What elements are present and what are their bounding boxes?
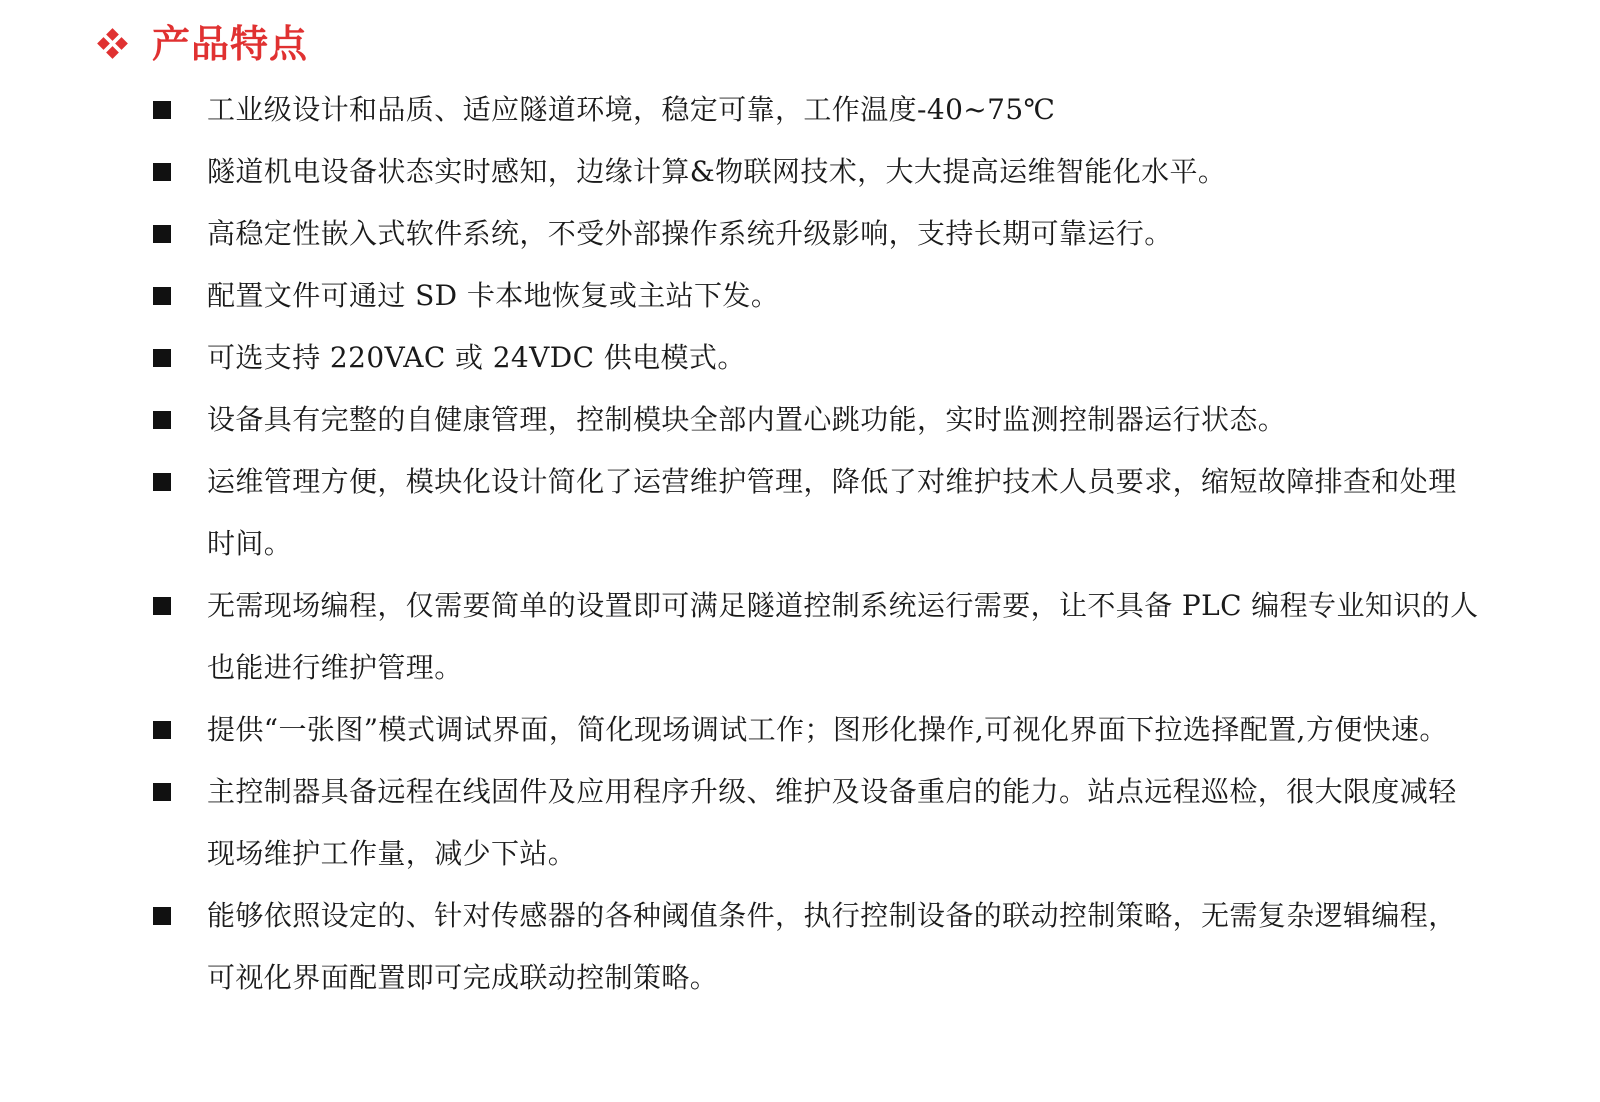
section-title: 产品特点 [152,22,309,66]
square-bullet-icon [153,411,171,429]
four-diamond-bullet-icon [96,27,130,61]
feature-item [150,265,1480,327]
feature-item [150,451,1480,575]
feature-item [150,203,1480,265]
feature-item [150,79,1480,141]
feature-text: 运维管理方便，模块化设计简化了运营维护管理，降低了对维护技术人员要求，缩短故障排查和处理时间。 [207,465,1457,560]
feature-item [150,141,1480,203]
square-bullet-icon [153,163,171,181]
square-bullet-icon [153,907,171,925]
feature-text: 隧道机电设备状态实时感知，边缘计算&物联网技术，大大提高运维智能化水平。 [207,155,1227,188]
square-bullet-icon [153,783,171,801]
feature-text: 提供“一张图”模式调试界面，简化现场调试工作；图形化操作,可视化界面下拉选择配置,方便快速。 [207,713,1448,746]
square-bullet-icon [153,597,171,615]
feature-item [150,699,1480,761]
feature-item [150,327,1480,389]
feature-item [150,389,1480,451]
feature-item [150,761,1480,885]
square-bullet-icon [153,287,171,305]
feature-text: 设备具有完整的自健康管理，控制模块全部内置心跳功能，实时监测控制器运行状态。 [207,403,1287,436]
square-bullet-icon [153,101,171,119]
feature-text: 能够依照设定的、针对传感器的各种阈值条件，执行控制设备的联动控制策略，无需复杂逻辑编程，可视化界面配置即可完成联动控制策略。 [207,899,1457,994]
square-bullet-icon [153,225,171,243]
section-header [96,14,308,74]
feature-text: 配置文件可通过 SD 卡本地恢复或主站下发。 [207,279,780,312]
feature-text: 可选支持 220VAC 或 24VDC 供电模式。 [207,341,746,374]
feature-text: 主控制器具备远程在线固件及应用程序升级、维护及设备重启的能力。站点远程巡检，很大限度减轻现场维护工作量，减少下站。 [207,775,1457,870]
feature-text: 工业级设计和品质、适应隧道环境，稳定可靠，工作温度-40~75℃ [207,93,1056,126]
feature-text: 高稳定性嵌入式软件系统，不受外部操作系统升级影响，支持长期可靠运行。 [207,217,1173,250]
square-bullet-icon [153,721,171,739]
square-bullet-icon [153,473,171,491]
feature-item [150,575,1480,699]
feature-item [150,885,1480,1009]
feature-text: 无需现场编程，仅需要简单的设置即可满足隧道控制系统运行需要，让不具备 PLC 编程专业知识的人也能进行维护管理。 [207,589,1479,684]
feature-list [150,79,1480,1009]
square-bullet-icon [153,349,171,367]
